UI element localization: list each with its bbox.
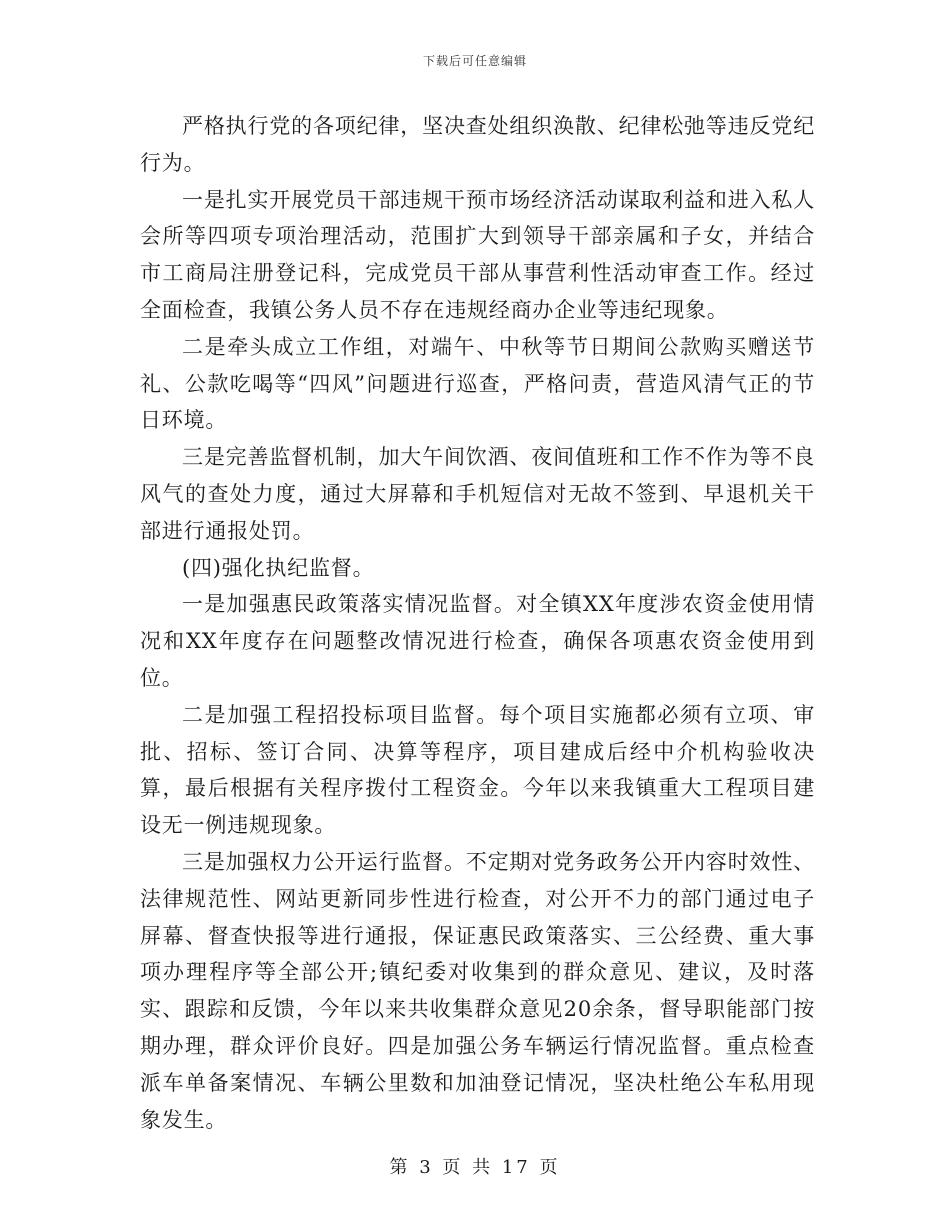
paragraph-supervision-mechanism: 三是完善监督机制，加大午间饮酒、夜间值班和工作不作为等不良风气的查处力度，通过大屏幕和手机短信对无故不签到、早退机关干部进行通报处罚。 — [140, 445, 815, 543]
paragraph-special-governance: 一是扎实开展党员干部违规干预市场经济活动谋取利益和进入私人会所等四项专项治理活动，范围扩大到领导干部亲属和子女，并结合市工商局注册登记科，完成党员干部从事营利性活动审查工作。经过全面检查，我镇公务人员不存在违规经商办企业等违纪现象。 — [140, 187, 815, 322]
paragraph-festival-inspection: 二是牵头成立工作组，对端午、中秋等节日期间公款购买赠送节礼、公款吃喝等“四风”问题进行巡查，严格问责，营造风清气正的节日环境。 — [140, 334, 815, 433]
paragraph-policy-supervision: 一是加强惠民政策落实情况监督。对全镇XX年度涉农资金使用情况和XX年度存在问题整改情况进行检查，确保各项惠农资金使用到位。 — [140, 592, 815, 690]
paragraph-power-supervision: 三是加强权力公开运行监督。不定期对党务政务公开内容时效性、法律规范性、网站更新同步性进行检查，对公开不力的部门通过电子屏幕、督查快报等进行通报，保证惠民政策落实、三公经费、重大事项办理程序等全部公开;镇纪委对收集到的群众意见、建议，及时落实、跟踪和反馈，今年以来共收集群众意见20余条，督导职能部门按期办理，群众评价良好。四是加强公务车辆运行情况监督。重点检查派车单备案情况、车辆公里数和加油登记情况，坚决杜绝公车私用现象发生。 — [140, 849, 815, 1132]
section-heading-4: (四)强化执纪监督。 — [182, 555, 375, 580]
page-header: 下载后可任意编辑 — [422, 54, 527, 68]
document-body — [140, 108, 815, 1138]
paragraph-bidding-supervision: 二是加强工程招投标项目监督。每个项目实施都必须有立项、审批、招标、签订合同、决算等程序，项目建成后经中介机构验收决算，最后根据有关程序拨付工程资金。今年以来我镇重大工程项目建设无一例违规现象。 — [140, 702, 815, 838]
paragraph-discipline: 严格执行党的各项纪律，坚决查处组织涣散、纪律松弛等违反党纪行为。 — [140, 114, 815, 175]
page-number-footer: 第 3 页 共 17 页 — [389, 1157, 561, 1178]
